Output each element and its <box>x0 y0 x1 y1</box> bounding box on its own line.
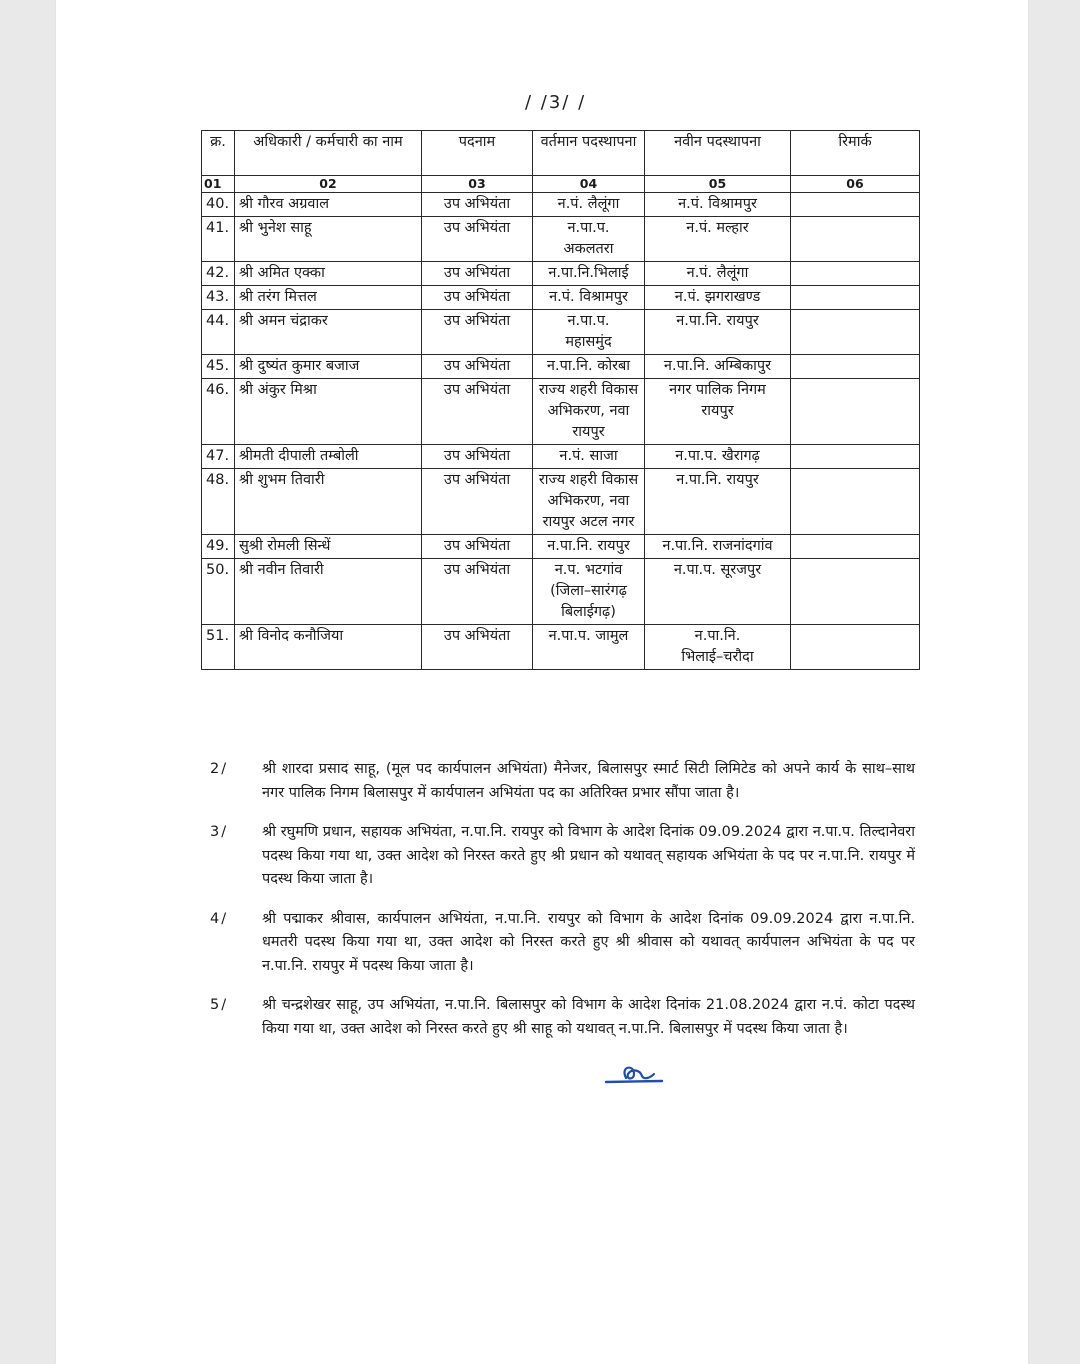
colnum-1: 01 <box>202 176 235 193</box>
cell-new-posting: नगर पालिक निगम रायपुर <box>645 379 791 445</box>
paragraph-text: श्री शारदा प्रसाद साहू, (मूल पद कार्यपालन अभियंता) मैनेजर, बिलासपुर स्मार्ट सिटी लिमिटेड को अपने कार्य के साथ–साथ नगर पालिक निगम बिलासपुर में कार्यपालन अभियंता पद का अतिरिक्त प्रभार सौंपा जाता है। <box>262 761 915 801</box>
cell-current-posting: राज्य शहरी विकास अभिकरण, नवा रायपुर अटल नगर <box>533 469 645 535</box>
cell-serial: 46. <box>202 379 235 445</box>
cell-serial: 42. <box>202 262 235 286</box>
paragraph-4 <box>210 908 915 979</box>
table-row <box>202 469 920 535</box>
column-number-row <box>202 176 920 193</box>
cell-remark <box>791 535 920 559</box>
cell-remark <box>791 469 920 535</box>
table-row <box>202 559 920 625</box>
paragraph-text: श्री रघुमणि प्रधान, सहायक अभियंता, न.पा.नि. रायपुर को विभाग के आदेश दिनांक 09.09.2024 द्वारा न.पा.प. तिल्दानेवरा पदस्थ किया गया था, उक्त आदेश को निरस्त करते हुए श्री प्रधान को यथावत् सहायक अभियंता के पद पर न.पा.नि. रायपुर में पदस्थ किया जाता है। <box>262 824 915 887</box>
cell-designation: उप अभियंता <box>422 379 533 445</box>
paragraph-2 <box>210 758 915 805</box>
cell-current-posting: न.प. भटगांव (जिला–सारंगढ़ बिलाईगढ़) <box>533 559 645 625</box>
cell-new-posting: न.पा.नि. राजनांदगांव <box>645 535 791 559</box>
paragraph-number: 2/ <box>210 761 229 777</box>
cell-new-posting: न.पा.प. खैरागढ़ <box>645 445 791 469</box>
cell-name: श्री अमन चंद्राकर <box>235 310 422 355</box>
table-row <box>202 262 920 286</box>
paragraph-number: 4/ <box>210 910 229 927</box>
posting-table <box>201 130 920 670</box>
cell-remark <box>791 310 920 355</box>
signature-initials <box>604 1060 664 1088</box>
cell-remark <box>791 217 920 262</box>
cell-new-posting: न.पा.नि. अम्बिकापुर <box>645 355 791 379</box>
header-new-posting: नवीन पदस्थापना <box>645 131 791 176</box>
header-remark: रिमार्क <box>791 131 920 176</box>
cell-designation: उप अभियंता <box>422 217 533 262</box>
cell-remark <box>791 379 920 445</box>
cell-designation: उप अभियंता <box>422 286 533 310</box>
cell-remark <box>791 445 920 469</box>
cell-designation: उप अभियंता <box>422 469 533 535</box>
cell-designation: उप अभियंता <box>422 310 533 355</box>
cell-current-posting: न.पं. लैलूंगा <box>533 193 645 217</box>
header-designation: पदनाम <box>422 131 533 176</box>
cell-remark <box>791 286 920 310</box>
table-row <box>202 193 920 217</box>
cell-current-posting: न.पं. साजा <box>533 445 645 469</box>
table-header-row <box>202 131 920 176</box>
cell-serial: 49. <box>202 535 235 559</box>
cell-remark <box>791 262 920 286</box>
cell-current-posting: न.पं. विश्रामपुर <box>533 286 645 310</box>
cell-current-posting: न.पा.प. जामुल <box>533 625 645 670</box>
cell-name: श्री नवीन तिवारी <box>235 559 422 625</box>
colnum-5: 05 <box>645 176 791 193</box>
cell-designation: उप अभियंता <box>422 559 533 625</box>
cell-serial: 43. <box>202 286 235 310</box>
cell-remark <box>791 625 920 670</box>
cell-serial: 41. <box>202 217 235 262</box>
cell-designation: उप अभियंता <box>422 535 533 559</box>
colnum-4: 04 <box>533 176 645 193</box>
colnum-6: 06 <box>791 176 920 193</box>
cell-designation: उप अभियंता <box>422 445 533 469</box>
colnum-3: 03 <box>422 176 533 193</box>
cell-remark <box>791 355 920 379</box>
cell-new-posting: न.पा.नि. रायपुर <box>645 310 791 355</box>
order-paragraphs <box>210 758 915 1057</box>
header-serial: क्र. <box>202 131 235 176</box>
table-row <box>202 379 920 445</box>
table-row <box>202 625 920 670</box>
cell-current-posting: न.पा.नि.भिलाई <box>533 262 645 286</box>
cell-new-posting: न.पं. विश्रामपुर <box>645 193 791 217</box>
cell-name: श्री विनोद कनौजिया <box>235 625 422 670</box>
paragraph-number: 5/ <box>210 997 229 1013</box>
cell-name: श्री दुष्यंत कुमार बजाज <box>235 355 422 379</box>
page-number: / /3/ / <box>525 92 587 113</box>
paragraph-text: श्री पद्माकर श्रीवास, कार्यपालन अभियंता, न.पा.नि. रायपुर को विभाग के आदेश दिनांक 09.09.2024 द्वारा न.पा.नि. धमतरी पदस्थ किया गया था, उक्त आदेश को निरस्त करते हुए श्री श्रीवास को यथावत् कार्यपालन अभियंता के पद पर न.पा.नि. रायपुर में पदस्थ किया जाता है। <box>262 910 915 974</box>
paragraph-3 <box>210 821 915 892</box>
cell-name: श्री शुभम तिवारी <box>235 469 422 535</box>
table-row <box>202 286 920 310</box>
cell-designation: उप अभियंता <box>422 355 533 379</box>
table-row <box>202 355 920 379</box>
cell-remark <box>791 193 920 217</box>
cell-current-posting: राज्य शहरी विकास अभिकरण, नवा रायपुर <box>533 379 645 445</box>
cell-serial: 45. <box>202 355 235 379</box>
cell-designation: उप अभियंता <box>422 625 533 670</box>
cell-new-posting: न.पं. लैलूंगा <box>645 262 791 286</box>
cell-serial: 40. <box>202 193 235 217</box>
paragraph-5 <box>210 994 915 1041</box>
cell-serial: 48. <box>202 469 235 535</box>
table-row <box>202 217 920 262</box>
header-current-posting: वर्तमान पदस्थापना <box>533 131 645 176</box>
cell-current-posting: न.पा.प. अकलतरा <box>533 217 645 262</box>
cell-name: श्री अंकुर मिश्रा <box>235 379 422 445</box>
table-row <box>202 535 920 559</box>
cell-new-posting: न.पा.प. सूरजपुर <box>645 559 791 625</box>
cell-serial: 44. <box>202 310 235 355</box>
cell-designation: उप अभियंता <box>422 262 533 286</box>
colnum-2: 02 <box>235 176 422 193</box>
cell-new-posting: न.पा.नि. भिलाई–चरौदा <box>645 625 791 670</box>
cell-current-posting: न.पा.प. महासमुंद <box>533 310 645 355</box>
cell-remark <box>791 559 920 625</box>
cell-new-posting: न.पं. मल्हार <box>645 217 791 262</box>
table-row <box>202 310 920 355</box>
cell-name: श्री तरंग मित्तल <box>235 286 422 310</box>
cell-name: श्री भुनेश साहू <box>235 217 422 262</box>
cell-current-posting: न.पा.नि. कोरबा <box>533 355 645 379</box>
cell-serial: 47. <box>202 445 235 469</box>
cell-name: श्री अमित एक्का <box>235 262 422 286</box>
paragraph-number: 3/ <box>210 824 229 840</box>
cell-designation: उप अभियंता <box>422 193 533 217</box>
cell-serial: 50. <box>202 559 235 625</box>
cell-current-posting: न.पा.नि. रायपुर <box>533 535 645 559</box>
cell-name: श्रीमती दीपाली तम्बोली <box>235 445 422 469</box>
cell-name: श्री गौरव अग्रवाल <box>235 193 422 217</box>
cell-new-posting: न.पं. झगराखण्ड <box>645 286 791 310</box>
paragraph-text: श्री चन्द्रशेखर साहू, उप अभियंता, न.पा.नि. बिलासपुर को विभाग के आदेश दिनांक 21.08.2024 द्वारा न.पं. कोटा पदस्थ किया गया था, उक्त आदेश को निरस्त करते हुए श्री साहू को यथावत् न.पा.नि. बिलासपुर में पदस्थ किया जाता है। <box>262 997 915 1037</box>
cell-name: सुश्री रोमली सिन्धें <box>235 535 422 559</box>
header-name: अधिकारी / कर्मचारी का नाम <box>235 131 422 176</box>
cell-serial: 51. <box>202 625 235 670</box>
table-row <box>202 445 920 469</box>
cell-new-posting: न.पा.नि. रायपुर <box>645 469 791 535</box>
